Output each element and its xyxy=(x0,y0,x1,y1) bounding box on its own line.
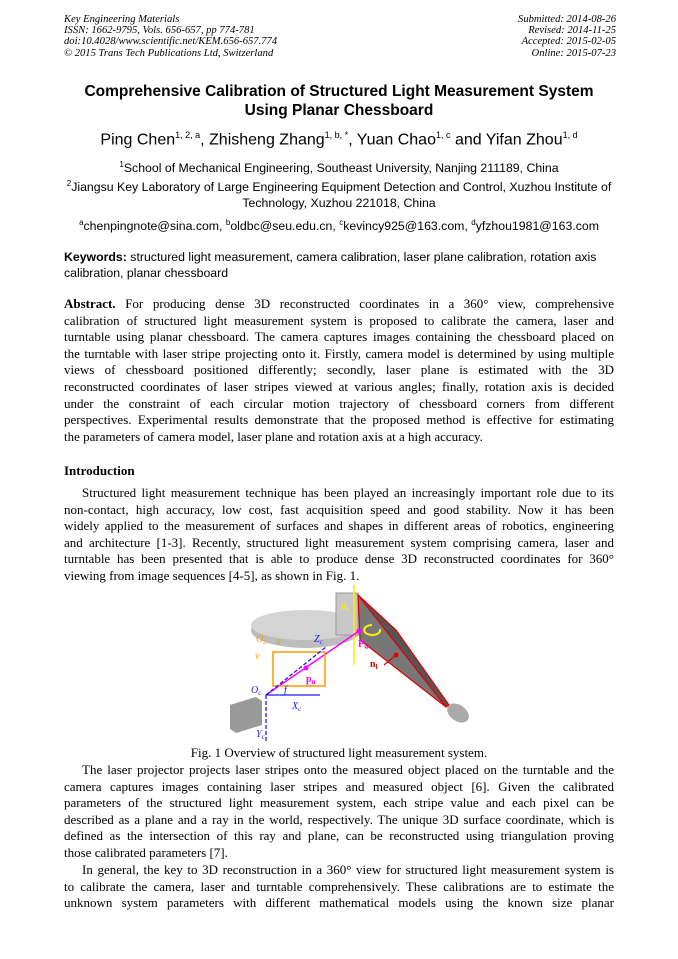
label-ou: $O_u$ xyxy=(256,634,267,646)
aff-sup: 2 xyxy=(66,179,72,188)
line-text: Structured light measurement technique has been played an increasingly important role due to its xyxy=(82,485,614,500)
copyright: © 2015 Trans Tech Publications Ltd, Switzerland xyxy=(64,47,274,59)
label-pu: $p_u$ xyxy=(306,674,316,686)
figure-caption: Fig. 1 Overview of structured light measurement system. xyxy=(190,745,488,760)
line-text: described as a plane and a ray in the world, respectively. The unique 3D surface coordinate, which is xyxy=(64,811,614,827)
email-sup: a xyxy=(79,218,84,227)
author-name: Yuan Chao xyxy=(356,131,436,149)
text-line xyxy=(64,795,614,812)
accepted-date: Accepted: 2015-02-05 xyxy=(521,36,616,48)
author-name: Yifan Zhou xyxy=(485,131,563,149)
issn: ISSN: 1662-9795, Vols. 656-657, pp 774-781 xyxy=(64,25,255,37)
line-text: The laser projector projects laser stripes onto the measured object placed on the turntable and the xyxy=(82,762,614,777)
text-line xyxy=(64,828,614,845)
text-line xyxy=(64,535,614,552)
dates-info xyxy=(518,14,616,59)
line-text: turntable has been presented that is able to produce dense 3D reconstructed coordinates for 360° xyxy=(64,551,614,567)
text-line xyxy=(64,346,614,363)
online-date: Online: 2015-07-23 xyxy=(531,47,616,59)
text-line xyxy=(64,313,614,330)
text-line xyxy=(64,502,614,519)
text-line xyxy=(64,568,614,585)
email: oldbc@seu.edu.cn, xyxy=(230,219,340,234)
label-v: v xyxy=(255,651,260,662)
abstract xyxy=(64,296,614,445)
text-line xyxy=(64,429,614,446)
line-text: viewing from image sequences [4-5], as shown in Fig. 1. xyxy=(64,567,360,583)
line-text: the parameters of camera model, laser plane and rotation axis at a high accuracy. xyxy=(64,428,483,444)
line-text: the turntable with laser stripe projecting onto it. Firstly, camera model is determined by using multiple xyxy=(64,345,614,361)
line-text: For producing dense 3D reconstructed coordinates in a 360° view, comprehensive xyxy=(115,296,614,311)
line-text: under the constraint of each circular motion trajectory of chessboard corners from different xyxy=(64,395,614,411)
author-name: Zhisheng Zhang xyxy=(209,131,325,149)
aff-sup: 1 xyxy=(119,160,124,169)
title-line: Comprehensive Calibration of Structured Light Measurement System xyxy=(84,83,594,100)
text-line xyxy=(64,362,614,379)
author-sup: 1, c xyxy=(435,130,451,140)
point-pu xyxy=(304,666,309,671)
text-line xyxy=(64,879,614,896)
text-line xyxy=(64,812,614,829)
affiliation-1 xyxy=(40,157,638,176)
author-sep: , xyxy=(200,131,210,149)
line-text: those calibrated parameters [7]. xyxy=(64,844,228,860)
paragraph xyxy=(64,862,614,912)
line-text: calibration of structured light measurement system is proposed to calibrate the camera, laser and xyxy=(64,312,614,328)
text-line xyxy=(64,329,614,346)
label-f: f xyxy=(284,685,287,696)
email-sup: c xyxy=(339,218,344,227)
laser-plane-shade xyxy=(358,595,446,707)
text-line xyxy=(64,895,614,912)
email-sup: b xyxy=(225,218,231,227)
line-text: to calibrate the camera, laser and turntable comprehensively. These calibrations are to estimate the xyxy=(64,878,614,894)
text-line xyxy=(64,862,614,879)
text-line xyxy=(64,379,614,396)
keywords-text: structured light measurement, camera calibration, laser plane calibration, rotation axis calibration, planar chessboard xyxy=(64,250,597,280)
keywords-label: Keywords: xyxy=(64,250,127,264)
text-line xyxy=(64,779,614,796)
system-diagram xyxy=(196,585,496,745)
text-line xyxy=(64,412,614,429)
label-oc: $O_c$ xyxy=(251,685,262,697)
authors xyxy=(40,130,638,149)
figure-1 xyxy=(196,585,496,750)
journal-info xyxy=(64,14,277,59)
label-nr: $n_r$ xyxy=(341,601,350,613)
author-name: Ping Chen xyxy=(100,131,176,149)
label-yc: $Y_c$ xyxy=(256,729,265,741)
label-zc: $Z_c$ xyxy=(314,634,323,646)
keywords xyxy=(64,249,614,281)
text-line xyxy=(64,845,614,862)
zc-axis xyxy=(266,647,326,695)
author-sup: 1, b, * xyxy=(324,130,349,140)
affiliation-2 xyxy=(60,176,618,211)
journal-name: Key Engineering Materials xyxy=(64,14,180,25)
aff-text: School of Mechanical Engineering, Southeast University, Nanjing 211189, China xyxy=(123,161,559,176)
email: chenpingnote@sina.com, xyxy=(83,219,226,234)
line-text: unknown system parameters with different mathematical models using the known size planar xyxy=(64,895,614,911)
label-pw: $P_w$ xyxy=(358,639,370,651)
doi: doi:10.4028/www.scientific.net/KEM.656-657.774 xyxy=(64,36,278,48)
text-line xyxy=(64,551,614,568)
line-text: and architecture [1-3]. Recently, structured light measurement system comprising camera, laser and xyxy=(64,534,614,550)
label-u: u xyxy=(276,636,281,647)
author-sup: 1, 2, a xyxy=(175,130,201,140)
text-line xyxy=(64,396,614,413)
label-nl: $n_l$ xyxy=(370,659,378,671)
line-text: perspectives. Experimental results demonstrate that the proposed method is effective for estimating xyxy=(64,412,614,428)
label-xc: $X_c$ xyxy=(292,701,302,713)
email-sup: d xyxy=(471,218,476,227)
camera xyxy=(230,697,262,733)
line-text: turntable using planar chessboard. The camera captures images containing the chessboard placed on xyxy=(64,329,614,345)
revised-date: Revised: 2014-11-25 xyxy=(528,25,616,37)
line-text: reconstructed coordinates of laser stripes viewed at various angles; finally, rotation axis is decided xyxy=(64,378,614,394)
paragraph xyxy=(64,762,614,862)
paragraph xyxy=(64,485,614,585)
paper-title xyxy=(40,82,638,120)
submitted-date: Submitted: 2014-08-26 xyxy=(518,14,616,25)
line-text: camera captures images containing laser stripes and measured object [6]. Given the calibrated xyxy=(64,778,614,794)
author-sep: and xyxy=(450,131,486,149)
text-line xyxy=(64,296,614,313)
line-text: non-contact, high accuracy, low cost, fast acquisition speed and good stability. Now it has been xyxy=(64,501,614,517)
text-line xyxy=(64,485,614,502)
line-text: In general, the key to 3D reconstruction in a 360° view for structured light measurement system is xyxy=(82,862,614,877)
line-text: parameters of the structured light measurement system, each stripe value and each pixel can be xyxy=(64,795,614,811)
section-heading-introduction: Introduction xyxy=(64,463,135,478)
title-line: Using Planar Chessboard xyxy=(244,102,434,119)
text-line xyxy=(64,518,614,535)
email: yfzhou1981@163.com xyxy=(475,219,599,234)
author-sep: , xyxy=(348,131,357,149)
author-sup: 1, d xyxy=(562,130,578,140)
text-line xyxy=(64,762,614,779)
line-text: views of chessboard positioned differently; secondly, laser plane is estimated with the 3D xyxy=(64,362,614,378)
email: kevincy925@163.com, xyxy=(343,219,472,234)
aff-text: Jiangsu Key Laboratory of Large Engineering Equipment Detection and Control, Xuzhou Institute of Technology, Xuzhou 221018, China xyxy=(71,180,612,211)
emails xyxy=(40,215,638,234)
line-text: widely applied to the measurement of surfaces and shapes in different areas of robotics, engineering xyxy=(64,518,614,534)
abstract-label: Abstract. xyxy=(64,296,116,311)
line-text: defined as the intersection of this ray and plane, can be reconstructed using triangulation proving xyxy=(64,828,614,844)
